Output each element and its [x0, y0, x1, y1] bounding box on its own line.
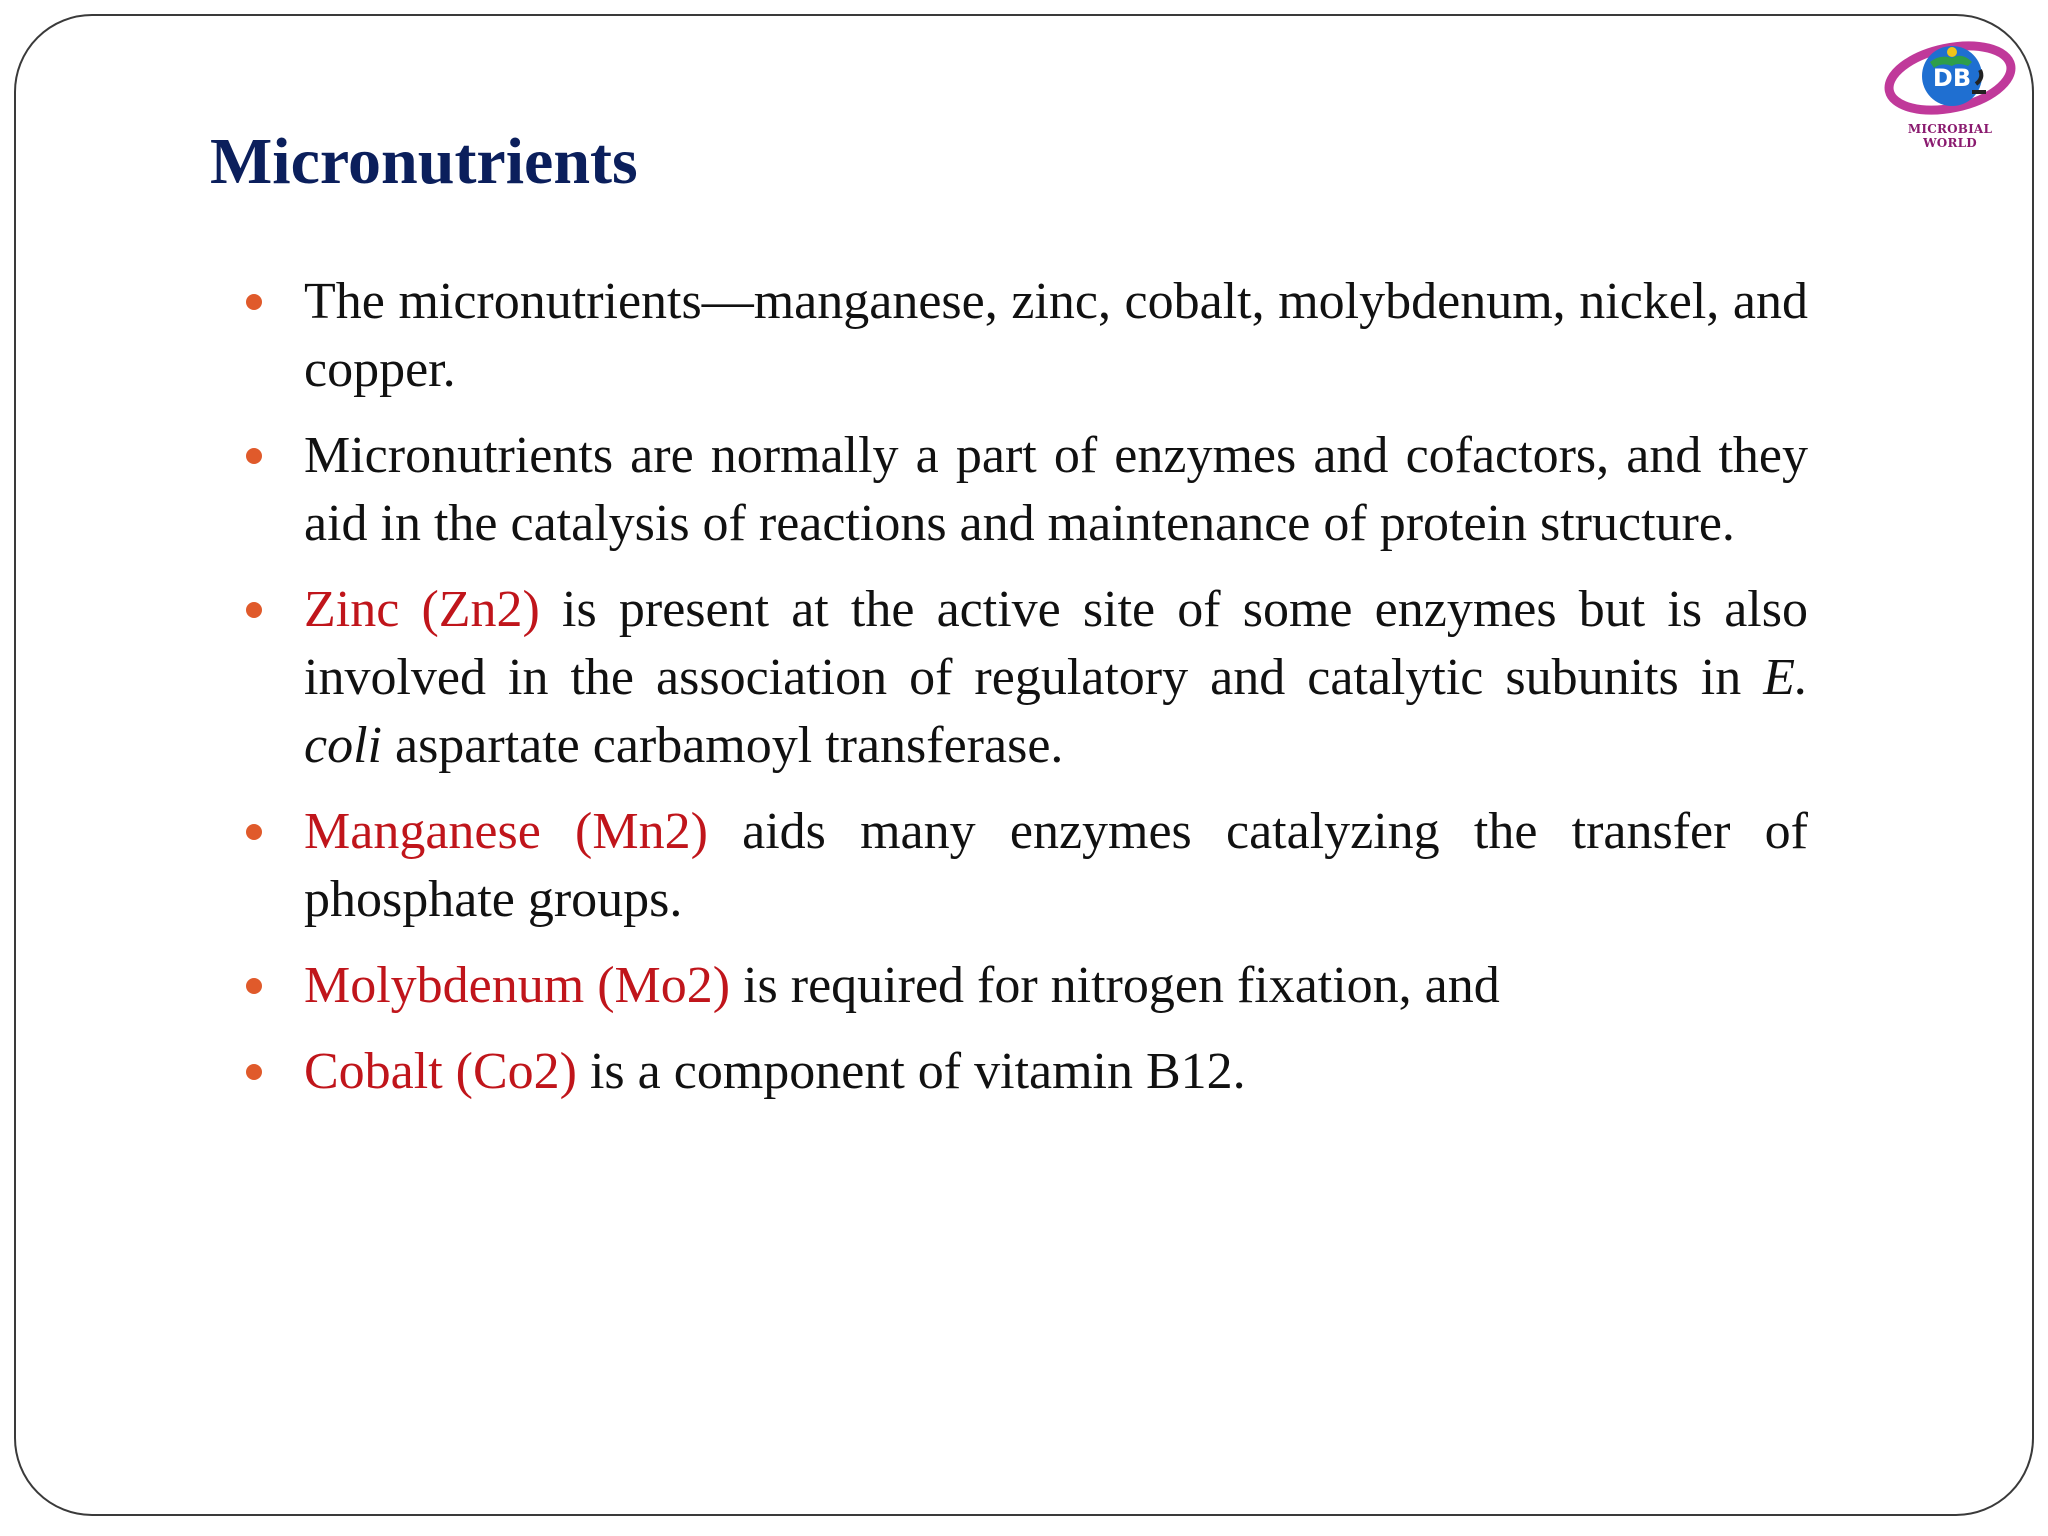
bullet-dot-icon: [246, 824, 262, 840]
highlight-term: Manganese (Mn2): [304, 803, 708, 860]
bullet-dot-icon: [246, 1064, 262, 1080]
bullet-item: [244, 1038, 1808, 1106]
bullet-list: [244, 268, 1808, 1124]
bullet-dot-icon: [246, 602, 262, 618]
bullet-text: is required for nitrogen fixation, and: [730, 957, 1500, 1014]
italic-term: E. coli: [304, 649, 1808, 774]
bullet-item: [244, 952, 1808, 1020]
bullet-dot-icon: [246, 978, 262, 994]
bullet-text: is present at the active site of some enzymes but is also involved in the association of regulatory and catalytic subunits in: [304, 581, 1808, 706]
bullet-item: [244, 268, 1808, 404]
page-title: Micronutrients: [210, 125, 638, 198]
bullet-text: The micronutrients—manganese, zinc, cobalt, molybdenum, nickel, and copper.: [304, 273, 1808, 398]
bullet-dot-icon: [246, 448, 262, 464]
db-microbial-world-logo-icon: [1880, 32, 2020, 124]
highlight-term: Molybdenum (Mo2): [304, 957, 731, 1014]
bullet-text: is a component of vitamin B12.: [576, 1043, 1246, 1100]
highlight-term: Cobalt (Co2): [304, 1043, 577, 1100]
logo-initials: DB: [1932, 64, 1972, 92]
bullet-dot-icon: [246, 294, 262, 310]
bullet-text: Micronutrients are normally a part of enzymes and cofactors, and they aid in the catalysis of reactions and maintenance of protein structure.: [304, 427, 1808, 552]
logo: [1880, 32, 2020, 150]
bullet-text: aspartate carbamoyl transferase.: [381, 717, 1064, 774]
bullet-item: [244, 798, 1808, 934]
highlight-term: Zinc (Zn2): [304, 581, 540, 638]
logo-caption: MICROBIAL WORLD: [1907, 122, 1993, 150]
bullet-item: [244, 422, 1808, 558]
bullet-item: [244, 576, 1808, 780]
bullet-text: aids many enzymes catalyzing the transfer of phosphate groups.: [304, 803, 1808, 928]
